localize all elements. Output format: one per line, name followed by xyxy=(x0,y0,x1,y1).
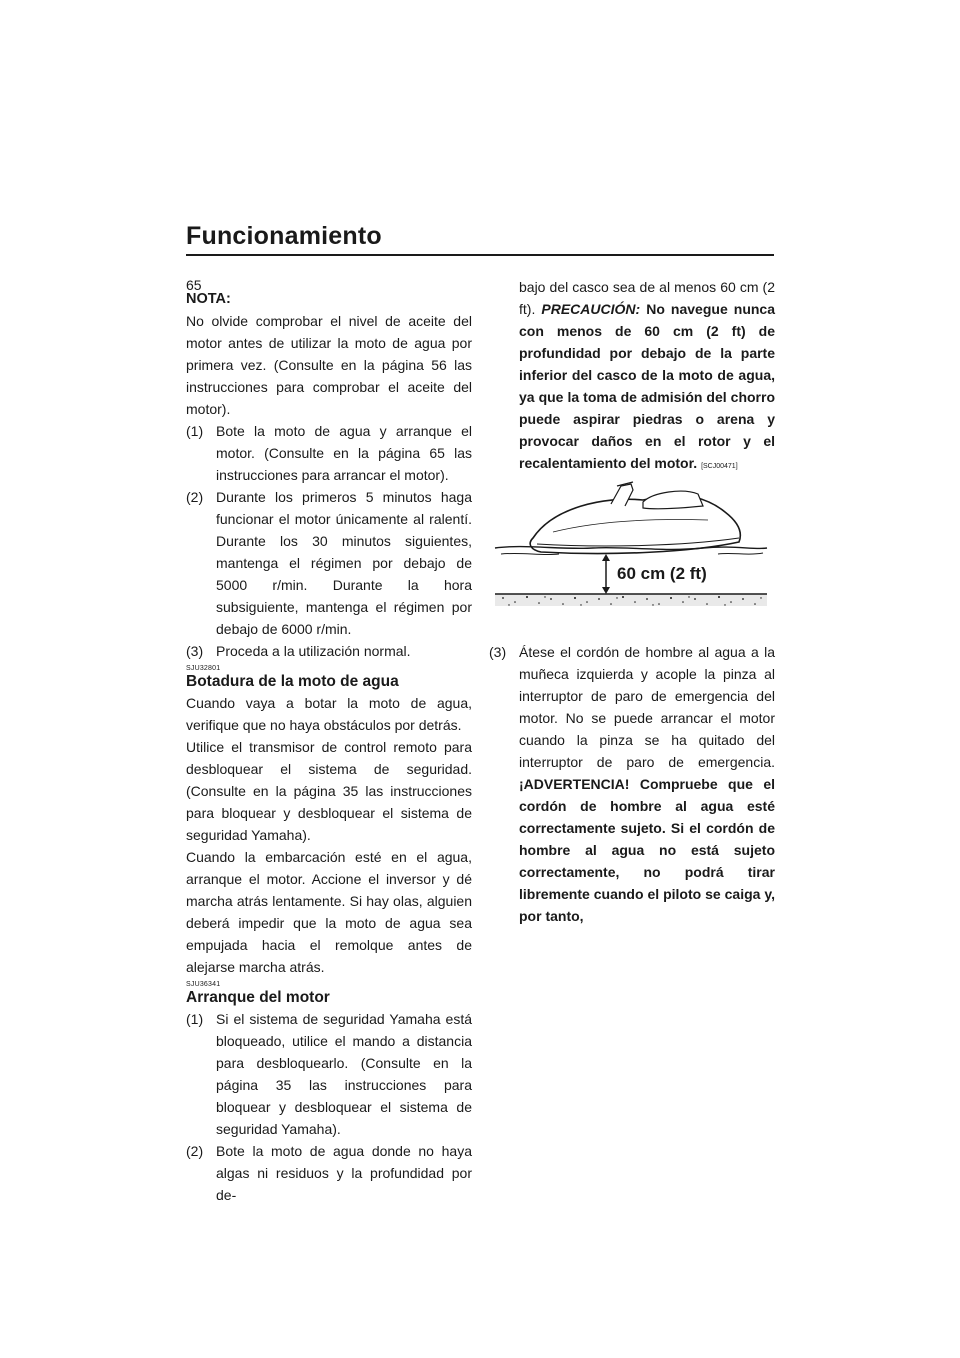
step-number: (1) xyxy=(186,1011,204,1027)
list-item xyxy=(489,641,775,927)
caution-label: PRECAUCIÓN: xyxy=(541,301,641,317)
paragraph: Cuando vaya a botar la moto de agua, verifique que no haya obstáculos por detrás. xyxy=(186,695,472,733)
caution-text: No navegue nunca con menos de 60 cm (2 ft) de profundidad por debajo de la parte inferior del casco de la moto de agua, ya que la toma de admisión del chorro puede aspirar piedras o arena y provocar daños en el rotor y el recalentamiento del motor. xyxy=(519,301,775,471)
step-text: Si el sistema de seguridad Yamaha está bloqueado, utilice el mando a distancia para desbloquearlo. (Consulte en la página 35 las instrucciones para bloquear y desbloquear el sistema de seguridad Yamaha). xyxy=(216,1011,472,1137)
page-title: Funcionamiento xyxy=(186,222,382,250)
section-title: Arranque del motor xyxy=(186,989,330,1006)
jet-ski-illustration xyxy=(493,478,768,613)
warning-text: ¡ADVERTENCIA! Compruebe que el cordón de hombre al agua esté correctamente sujeto. Si el cordón de hombre al agua no está sujeto correctamente, no podrá tirar libremente cuando el piloto se caiga y, por tanto, xyxy=(519,776,775,924)
step-number: (1) xyxy=(186,423,204,439)
right-column-lower xyxy=(489,641,775,927)
step-text: Bote la moto de agua y arranque el motor. (Consulte en la página 65 las instrucciones para arrancar el motor). xyxy=(216,423,472,483)
section-code: SJU36341 xyxy=(186,981,221,988)
list-item xyxy=(186,1008,472,1140)
list-item xyxy=(186,640,472,662)
right-column xyxy=(489,276,775,478)
list-item xyxy=(186,1140,472,1206)
step-text: Átese el cordón de hombre al agua a la muñeca izquierda y acople la pinza al interruptor de paro de emergencia del motor. No se puede arrancar el motor cuando la pinza se ha quitado del interruptor de paro de emergencia. xyxy=(519,644,775,770)
step-number: (2) xyxy=(186,489,204,505)
step-text: Bote la moto de agua donde no haya algas ni residuos y la profundidad por de- xyxy=(216,1143,472,1203)
step-text: bajo del casco sea de al menos 60 cm (2 ft). xyxy=(519,279,775,317)
step-text: Proceda a la utilización normal. xyxy=(216,643,411,659)
nota-text: No olvide comprobar el nivel de aceite del motor antes de utilizar la moto de agua por primera vez. (Consulte en la página 56 las instrucciones para comprobar el aceite del motor). xyxy=(186,313,472,417)
depth-label: 60 cm (2 ft) xyxy=(617,564,707,583)
nota-heading: NOTA: xyxy=(186,291,231,307)
step-number: (3) xyxy=(489,644,507,660)
page-number: 65 xyxy=(186,277,202,293)
continued-step xyxy=(489,276,775,478)
step-number: (2) xyxy=(186,1143,204,1159)
step-text: Durante los primeros 5 minutos haga funcionar el motor únicamente al ralentí. Durante los 30 minutos siguientes, mantenga el régimen por debajo de 5000 r/min. Durante la hora subsiguiente, mantenga el régimen por debajo de 6000 r/min. xyxy=(216,489,472,637)
section-title: Botadura de la moto de agua xyxy=(186,673,399,690)
header-divider xyxy=(186,254,774,256)
caution-reference: [SCJ00471] xyxy=(701,463,738,470)
paragraph: Cuando la embarcación esté en el agua, arranque el motor. Accione el inversor y dé marcha atrás lentamente. Si hay olas, alguien deberá impedir que la moto de agua sea empujada hacia el remolque antes de alejarse marcha atrás. xyxy=(186,849,472,975)
jet-ski-depth-figure xyxy=(493,478,768,613)
paragraph: Utilice el transmisor de control remoto para desbloquear el sistema de seguridad. (Consulte en la página 35 las instrucciones para bloquear y desbloquear el sistema de seguridad Yamaha). xyxy=(186,739,472,843)
step-number: (3) xyxy=(186,643,204,659)
left-column xyxy=(186,287,472,1206)
section-code: SJU32801 xyxy=(186,665,221,672)
list-item xyxy=(186,420,472,486)
list-item xyxy=(186,486,472,640)
